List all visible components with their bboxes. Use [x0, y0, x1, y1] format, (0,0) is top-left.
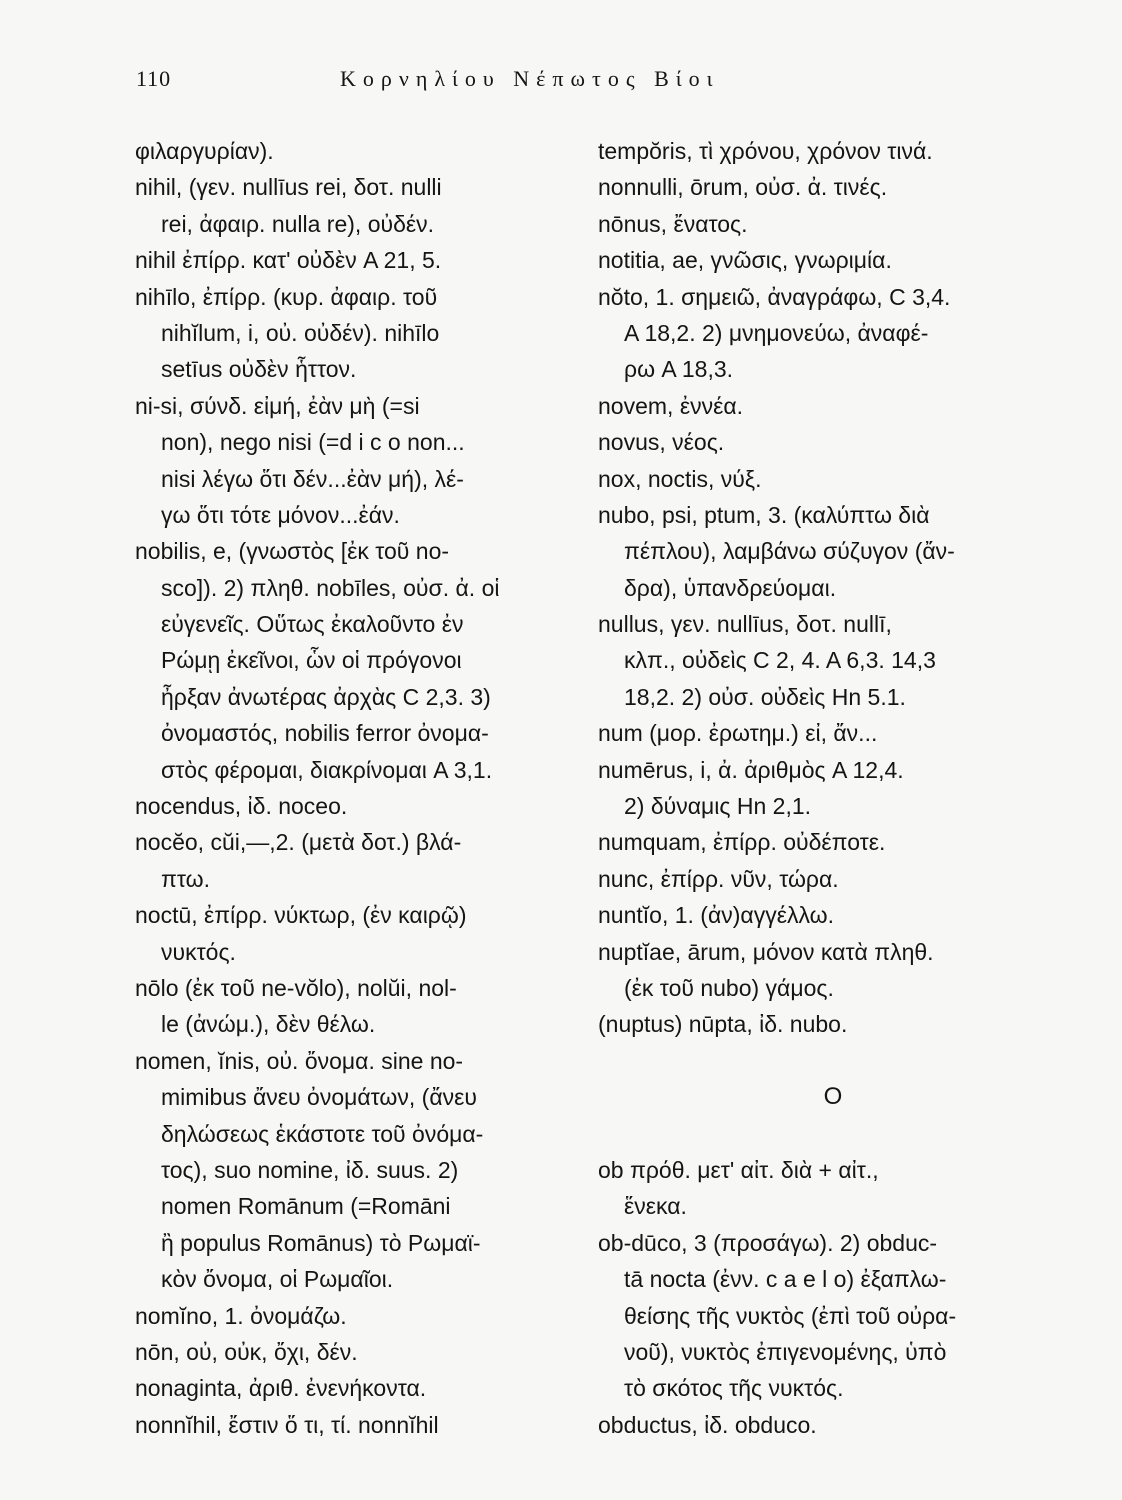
entry-line: nomĭno, 1. ὀνομάζω.: [135, 1302, 347, 1329]
entry-line: nomen, ĭnis, οὐ. ὄνομα. sine no-: [135, 1047, 464, 1074]
entry-line: πτω.: [161, 865, 210, 892]
entry-line: ἦρξαν ἀνωτέρας ἀρχὰς C 2,3. 3): [161, 683, 491, 710]
entry-line: rei, ἀφαιρ. nulla re), οὐδέν.: [161, 210, 435, 237]
entry-line: ἢ populus Romānus) τὸ Ρωμαϊ-: [161, 1229, 481, 1256]
entry-line: nisi λέγω ὅτι δέν...ἐὰν μή), λέ-: [161, 465, 464, 492]
entry-line: nubo, psi, ptum, 3. (καλύπτω διὰ: [598, 501, 930, 528]
entry-line: nonnĭhil, ἔστιν ὅ τι, τί. nonnĭhil: [135, 1411, 439, 1438]
entry-line: numērus, i, ἀ. ἀριθμὸς A 12,4.: [598, 756, 904, 783]
entry-line: nunc, ἐπίρρ. νῦν, τώρα.: [598, 865, 839, 892]
entry-line: τὸ σκότος τῆς νυκτός.: [624, 1375, 844, 1402]
entry-line: nonnulli, ōrum, οὐσ. ἀ. τινές.: [598, 174, 888, 201]
entry-line: ob πρόθ. μετ' αἰτ. διὰ + αἰτ.,: [598, 1156, 879, 1183]
entry-line: Ρώμῃ ἐκεῖνοι, ὧν οἱ πρόγονοι: [161, 647, 462, 674]
entry-line: nihil ἐπίρρ. κατ' οὐδὲν A 21, 5.: [135, 247, 442, 274]
entry-line: nihīlo, ἐπίρρ. (κυρ. ἀφαιρ. τοῦ: [135, 283, 438, 310]
entry-line: nōnus, ἔνατος.: [598, 210, 748, 237]
entry-line: κὸν ὄνομα, οἱ Ρωμαῖοι.: [161, 1266, 394, 1293]
entry-line: κλπ., οὐδεὶς C 2, 4. A 6,3. 14,3: [624, 647, 936, 674]
entry-line: nomen Romānum (=Romāni: [161, 1193, 451, 1220]
entry-line: novem, ἐννέα.: [598, 392, 744, 419]
entry-line: ὀνομαστός, nobilis ferror ὀνομα-: [161, 720, 489, 747]
entry-line: νοῦ), νυκτὸς ἐπιγενομένης, ὑπὸ: [624, 1338, 947, 1365]
entry-line: tempŏris, τὶ χρόνου, χρόνον τινά.: [598, 138, 933, 164]
entry-line: ni-si, σύνδ. εἰμή, ἐὰν μὴ (=si: [135, 392, 420, 419]
entry-line: στὸς φέρομαι, διακρίνομαι A 3,1.: [161, 756, 493, 783]
entry-line: notitia, ae, γνῶσις, γνωριμία.: [598, 247, 892, 274]
entry-line: ἕνεκα.: [624, 1193, 687, 1220]
entry-line: le (ἀνώμ.), δὲν θέλω.: [161, 1011, 376, 1038]
page-number: 110: [136, 66, 172, 91]
entry-line: [598, 1116, 1068, 1152]
entry-line: noctū, ἐπίρρ. νύκτωρ, (ἐν καιρῷ): [135, 902, 467, 929]
entry-line: nobilis, e, (γνωστὸς [ἐκ τοῦ no-: [135, 538, 450, 565]
entry-line: 2) δύναμις Hn 2,1.: [624, 793, 812, 820]
entry-line: tā nocta (ἐνν. c a e l o) ἐξαπλω-: [624, 1266, 947, 1293]
entry-line: [598, 1043, 1068, 1079]
entry-line: mimibus ἄνευ ὀνομάτων, (ἄνευ: [161, 1084, 477, 1111]
entry-line: obductus, ἰδ. obduco.: [598, 1411, 817, 1438]
entry-line: ob-dūco, 3 (προσάγω). 2) obduc-: [598, 1229, 938, 1256]
entry-line: nocĕo, cŭi,—,2. (μετὰ δοτ.) βλά-: [135, 829, 462, 856]
entry-line: τος), suo nomine, ἰδ. suus. 2): [161, 1156, 459, 1183]
right-column: [598, 133, 1068, 1443]
entry-line: num (μορ. ἐρωτημ.) εἰ, ἄν...: [598, 720, 878, 747]
entry-line: A 18,2. 2) μνημονεύω, ἀναφέ-: [624, 319, 929, 346]
entry-line: nullus, γεν. nullīus, δοτ. nullī,: [598, 611, 892, 638]
entry-line: nihil, (γεν. nullīus rei, δοτ. nulli: [135, 174, 442, 201]
entry-line: πέπλου), λαμβάνω σύζυγον (ἄν-: [624, 538, 955, 565]
entry-line: setīus οὐδὲν ἧττον.: [161, 356, 357, 383]
entry-line: novus, νέος.: [598, 429, 725, 456]
entry-line: (nuptus) nūpta, ἰδ. nubo.: [598, 1011, 848, 1038]
entry-line: nuntĭo, 1. (ἀν)αγγέλλω.: [598, 902, 834, 929]
entry-line: nonaginta, ἀριθ. ἐνενήκοντα.: [135, 1375, 427, 1402]
entry-line: numquam, ἐπίρρ. οὐδέποτε.: [598, 829, 886, 856]
entry-line: φιλαργυρίαν).: [135, 138, 274, 164]
entry-line: sco]). 2) πληθ. nobīles, οὐσ. ἀ. οἱ: [161, 574, 500, 601]
entry-line: nŏto, 1. σημειῶ, ἀναγράφω, C 3,4.: [598, 283, 951, 310]
entry-line: δρα), ὑπανδρεύομαι.: [624, 574, 837, 601]
entry-line: nihĭlum, i, οὐ. οὐδέν). nihīlo: [161, 319, 440, 346]
entry-line: δηλώσεως ἑκάστοτε τοῦ ὀνόμα-: [161, 1120, 484, 1147]
entry-line: non), nego nisi (=d i c o non...: [161, 429, 465, 456]
entry-line: nox, noctis, νύξ.: [598, 465, 762, 492]
entry-line: ρω A 18,3.: [624, 356, 734, 383]
entry-line: nōn, οὐ, οὐκ, ὄχι, δέν.: [135, 1338, 358, 1365]
entry-line: γω ὅτι τότε μόνον...ἐάν.: [161, 501, 400, 528]
left-column: [135, 133, 575, 1443]
section-letter: O: [823, 1083, 843, 1111]
entry-line: εὐγενεῖς. Οὕτως ἐκαλοῦντο ἐν: [161, 611, 464, 638]
entry-line: θείσης τῆς νυκτὸς (ἐπὶ τοῦ οὐρα-: [624, 1302, 957, 1329]
running-head: Κορνηλίου Νέπωτος Βίοι: [340, 66, 720, 91]
entry-line: (ἐκ τοῦ nubo) γάμος.: [624, 974, 834, 1001]
entry-line: nuptĭae, ārum, μόνον κατὰ πληθ.: [598, 938, 934, 965]
entry-line: νυκτός.: [161, 938, 236, 965]
entry-line: nōlo (ἐκ τοῦ ne-vŏlo), nolŭi, nol-: [135, 974, 457, 1001]
entry-line: 18,2. 2) οὐσ. οὐδεὶς Hn 5.1.: [624, 683, 906, 710]
entry-line: nocendus, ἰδ. noceo.: [135, 793, 348, 820]
